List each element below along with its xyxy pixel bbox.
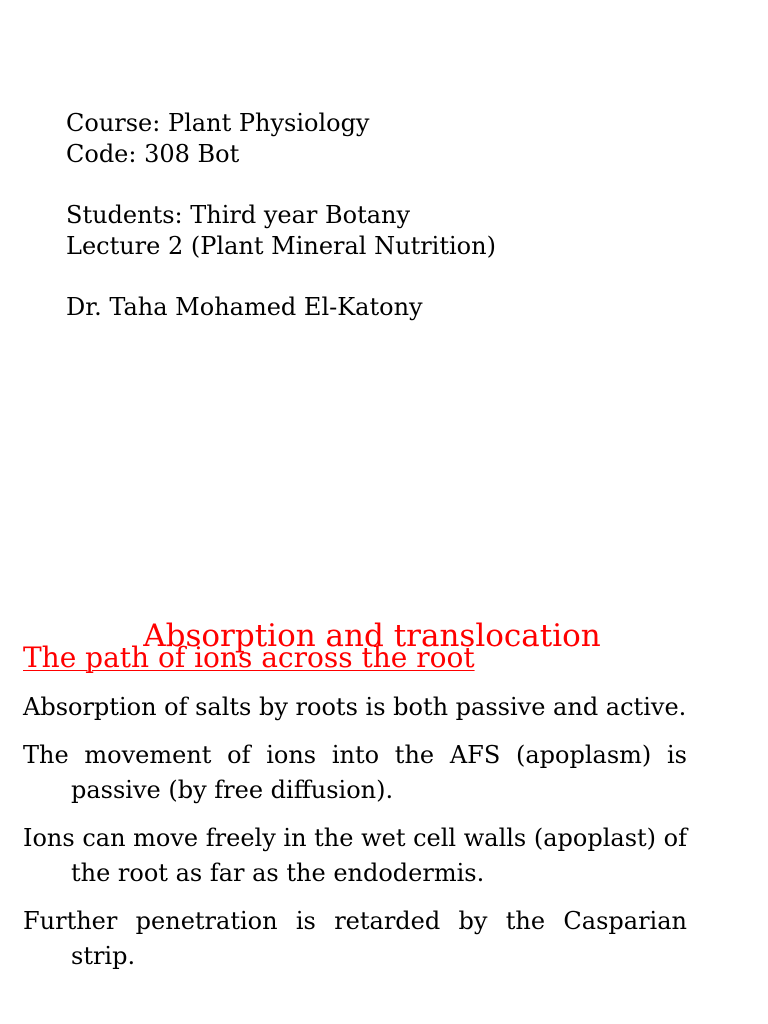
instructor-name: Dr. Taha Mohamed El-Katony bbox=[66, 293, 423, 321]
course-code: Code: 308 Bot bbox=[66, 140, 240, 168]
paragraph: Further penetration is retarded by the Casparian strip. bbox=[23, 907, 687, 970]
course-header bbox=[66, 108, 496, 323]
section-subtitle: The path of ions across the root bbox=[23, 641, 475, 674]
body-text bbox=[23, 690, 687, 987]
lecture-line: Lecture 2 (Plant Mineral Nutrition) bbox=[66, 232, 496, 260]
section-title: Absorption and translocation bbox=[143, 618, 601, 654]
paragraph: Absorption of salts by roots is both passive and active. bbox=[23, 693, 687, 721]
course-name: Course: Plant Physiology bbox=[66, 109, 370, 137]
paragraph: Ions can move freely in the wet cell walls (apoplast) of the root as far as the endodermis. bbox=[23, 824, 687, 887]
paragraph: The movement of ions into the AFS (apoplasm) is passive (by free diffusion). bbox=[23, 741, 687, 804]
students-line: Students: Third year Botany bbox=[66, 201, 411, 229]
